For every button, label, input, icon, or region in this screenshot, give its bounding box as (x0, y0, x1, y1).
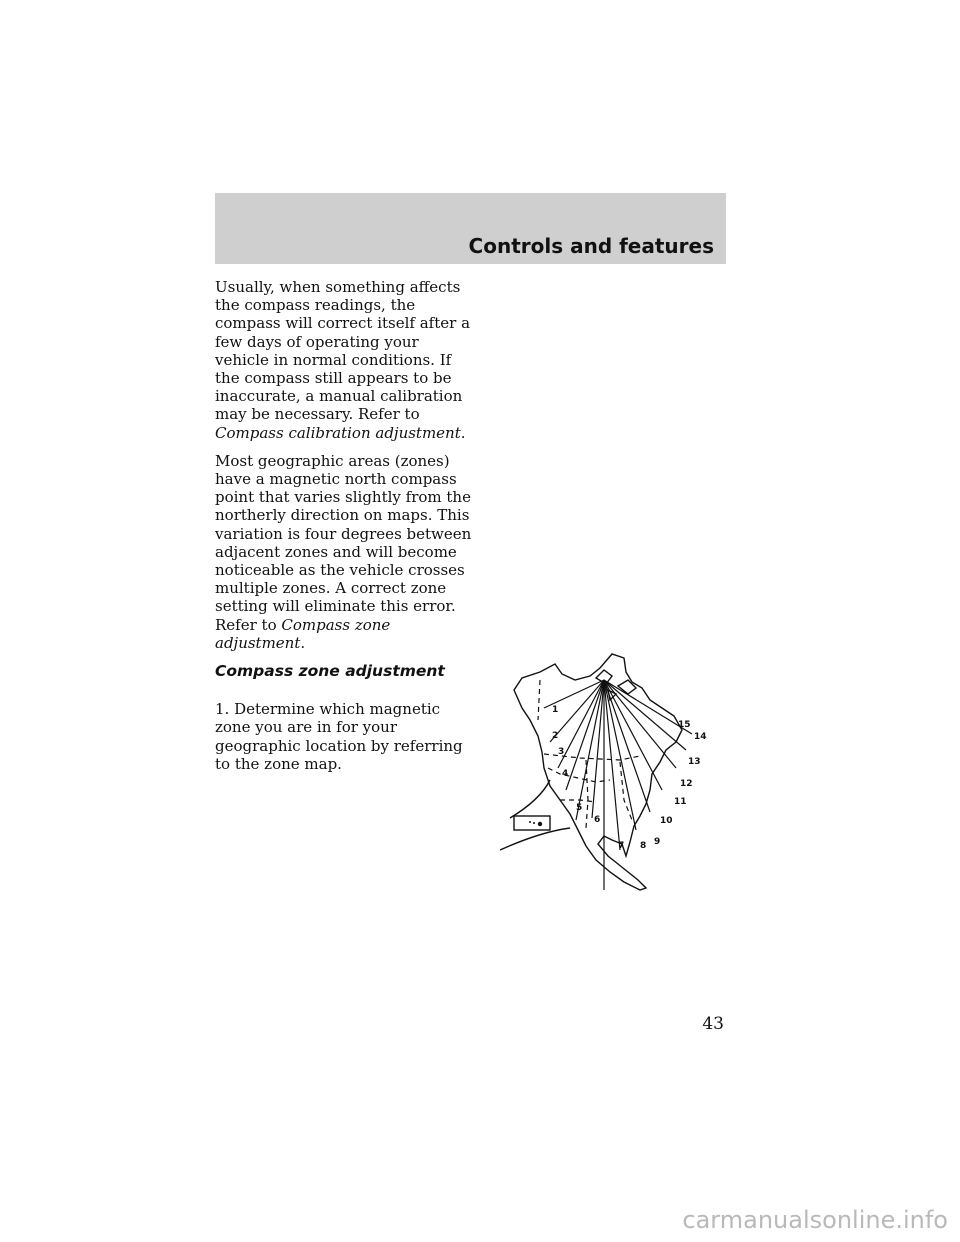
paragraph-compass-correction (215, 278, 475, 442)
zone-11-label: 11 (674, 797, 687, 807)
zone-6-label: 6 (594, 815, 601, 825)
zone-12-label: 12 (680, 779, 693, 789)
paragraph-2-period: . (300, 633, 306, 652)
section-header-title: Controls and features (468, 234, 714, 258)
zone-1-label: 1 (552, 705, 559, 715)
zone-14-label: 14 (694, 732, 707, 742)
zone-7-label: 7 (618, 841, 625, 851)
paragraph-magnetic-zones (215, 452, 475, 652)
paragraph-1-text: Usually, when something affects the compass readings, the compass will correct itself after a few days of operating your vehicle in normal conditions. If the compass still appears to be inaccurate, a manual calibration may be necessary. Refer to (215, 278, 471, 424)
page-number: 43 (702, 1014, 724, 1034)
zone-9-label: 9 (654, 837, 661, 847)
paragraph-1-period: . (460, 423, 466, 442)
step-1: 1. Determine which magnetic zone you are in for your geographic location by referring to the zone map. (215, 700, 463, 773)
compass-calibration-reference: Compass calibration adjustment (215, 423, 461, 442)
zone-5-label: 5 (576, 803, 583, 813)
magnetic-zone-map (500, 650, 720, 895)
main-text-column (215, 278, 475, 783)
section-header-bar (215, 193, 726, 264)
zone-8-label: 8 (640, 841, 647, 851)
compass-zone-reference: Compass zone adjustment (215, 615, 391, 652)
aleutian-arc (510, 780, 550, 818)
watermark: carmanualsonline.info (682, 1206, 948, 1234)
subsection-title: Compass zone adjustment (215, 662, 445, 681)
zone-13-label: 13 (688, 757, 701, 767)
pacific-arc (500, 828, 570, 850)
zone-15-label: 15 (678, 720, 691, 730)
zone-3-label: 3 (558, 747, 565, 757)
zone-2-label: 2 (552, 731, 559, 741)
zone-4-label: 4 (562, 769, 569, 779)
paragraph-2-text: Most geographic areas (zones) have a magnetic north compass point that varies slightly from the northerly direction on maps. This variation is four degrees between adjacent zones and will become noticeable as the vehicle crosses multiple zones. A correct zone setting will eliminate this error. Refer to (215, 451, 472, 634)
zone-10-label: 10 (660, 816, 673, 826)
